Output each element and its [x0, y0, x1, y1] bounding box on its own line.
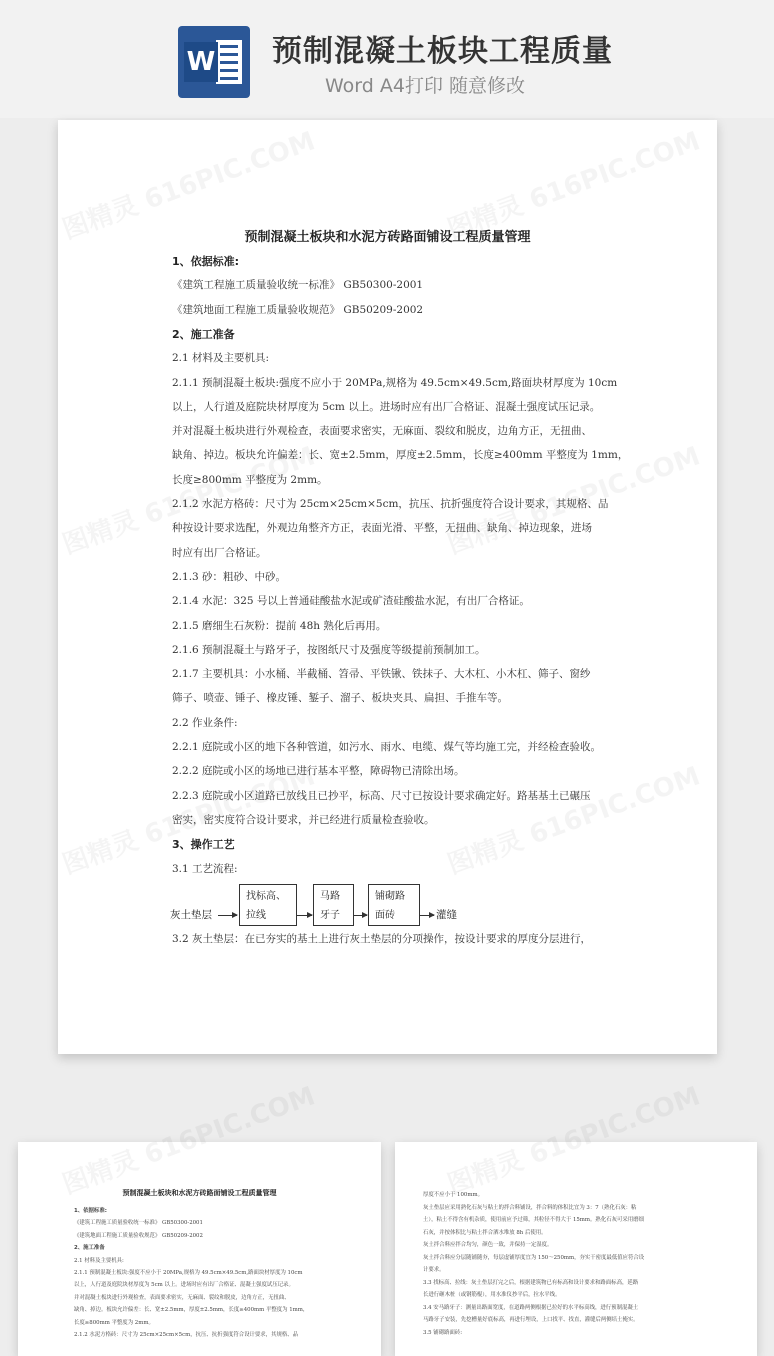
document-last-line: 3.2 灰土垫层：在已夯实的基土上进行灰土垫层的分项操作，按设计要求的厚度分层进行，: [172, 933, 592, 945]
flow-arrow: [297, 915, 312, 916]
document-text-line: 2.2.2 庭院或小区的场地已进行基本平整，障碍物已清除出场。: [172, 765, 465, 778]
document-title: 预制混凝土板块和水泥方砖路面铺设工程质量管理: [244, 230, 531, 245]
thumbnail-text-line: 2.1 材料及主要机具:: [74, 1257, 124, 1264]
document-text-line: 缺角、掉边。板块允许偏差：长、宽±2.5mm，厚度±2.5mm，长度≥400mm 平整度为 1mm，: [172, 449, 629, 462]
header-banner: [0, 0, 774, 118]
banner-title: 预制混凝土板块工程质量: [272, 34, 613, 69]
thumbnail-text-line: 并对混凝土板块进行外观检查，表面要求密实，无麻面、裂纹和脱皮，边角方正，无扭曲、: [74, 1294, 290, 1301]
document-text-line: 2.1.5 磨细生石灰粉：提前 48h 熟化后再用。: [172, 619, 387, 632]
process-flow-diagram: [170, 878, 490, 930]
thumbnail-page-2: [395, 1142, 757, 1356]
flow-arrow: [354, 915, 367, 916]
document-text-line: 2.1 材料及主要机具:: [172, 352, 270, 365]
thumbnail-text-line: 土），粘土不得含有机杂质，使用前应予过筛，其粒径不得大于 15mm。熟化石灰可采用磨细: [423, 1217, 644, 1223]
flow-step-leveling: [239, 884, 297, 926]
thumbnail-text-line: 《建筑地面工程施工质量验收规范》 GB50209-2002: [74, 1232, 203, 1239]
thumbnail-text-line: 2.1.1 预制混凝土板块:强度不应小于 20MPa,规格为 49.5cm×49.5cm,路面块材厚度为 10cm: [74, 1270, 303, 1276]
thumbnail-text-line: 灰土垫层应采用熟化石灰与粘土的拌合料铺设，拌合料的体积比宜为 3：7（熟化石灰：粘: [423, 1204, 637, 1211]
flow-step-curb: [313, 884, 354, 926]
document-text-line: 以上，人行道及庭院块材厚度为 5cm 以上。进场时应有出厂合格证、混凝土强度试压记录。: [172, 400, 601, 413]
section-heading: 2、施工准备: [172, 327, 235, 341]
flow-arrow: [420, 915, 434, 916]
document-text-line: 2.1.2 水泥方格砖：尺寸为 25cm×25cm×5cm，抗压、抗折强度符合设计要求，其规格、品: [172, 498, 609, 510]
document-text-line: 2.1.7 主要机具：小水桶、半截桶、笤帚、平铁锹、铁抹子、大木杠、小木杠、筛子、窗纱: [172, 668, 591, 681]
document-text-line: 3.1 工艺流程:: [172, 862, 238, 875]
document-text-line: 2.2 作业条件:: [172, 716, 238, 729]
document-text-line: 筛子、喷壶、锤子、橡皮锤、錾子、溜子、板块夹具、扁担、手推车等。: [172, 692, 508, 705]
thumbnail-text-line: 《建筑工程施工质量验收统一标准》 GB50300-2001: [74, 1220, 203, 1227]
thumbnail-text-line: 灰土拌合料应拌合均匀，颜色一致，并保持一定湿度。: [423, 1242, 553, 1248]
document-text-line: 长度≥800mm 平整度为 2mm。: [172, 473, 328, 486]
document-text-line: 2.1.6 预制混凝土与路牙子，按图纸尺寸及强度等级提前预制加工。: [172, 643, 486, 656]
flow-step-paving-line1: 铺砌路: [375, 891, 405, 902]
thumbnail-text-line: 计要求。: [423, 1267, 445, 1273]
thumbnail-text-line: 3.3 找标高、拉线：灰土垫层打完之后，根据建筑物已有标高和设计要求和路面标高，延路: [423, 1279, 639, 1286]
thumbnail-text-line: 2.1.2 水泥方格砖：尺寸为 25cm×25cm×5cm，抗压、抗折强度符合设计要求，其规格、品: [74, 1332, 299, 1338]
thumbnail-text-line: 缺角、掉边。板块允许偏差：长、宽±2.5mm，厚度±2.5mm，长度≥400mm 平整度为 1mm，: [74, 1307, 309, 1314]
flow-arrow: [218, 915, 237, 916]
thumbnail-text-line: 3.4 安马路牙子：测量出路面宽度，在道路两侧根据已拉好的水平标高线，进行预制混凝土: [423, 1304, 639, 1311]
document-text-line: 密实，密实度符合设计要求，并已经进行质量检查验收。: [172, 813, 435, 826]
flow-step-curb-line2: 牙子: [320, 910, 340, 921]
banner-subtitle: Word A4打印 随意修改: [325, 75, 526, 97]
document-text-line: 2.1.4 水泥：325 号以上普通硅酸盐水泥或矿渣硅酸盐水泥，有出厂合格证。: [172, 595, 530, 608]
thumbnail-text-line: 长度≥800mm 平整度为 2mm。: [74, 1319, 154, 1326]
flow-start-label: 灰土垫层: [170, 909, 212, 921]
document-text-line: 2.1.3 砂：粗砂、中砂。: [172, 570, 287, 583]
flow-step-paving-line2: 面砖: [375, 910, 395, 921]
thumbnail-heading: 2、施工准备: [74, 1245, 105, 1252]
flow-step-curb-line1: 马路: [320, 891, 340, 902]
document-text-line: 时应有出厂合格证。: [172, 546, 267, 559]
document-page-preview: [58, 120, 717, 1054]
word-document-icon: [178, 26, 250, 98]
thumbnail-text-line: 长进行砸木桩（或钢筋棍），用水准仪抄平后，拉水平线。: [423, 1292, 561, 1298]
flow-step-leveling-line1: 找标高、: [246, 891, 286, 902]
thumbnail-text-line: 以上，人行道及庭院块材厚度为 5cm 以上。进场时应有出厂合格证、混凝土强度试压记录。: [74, 1282, 294, 1289]
word-icon-letter: W: [184, 42, 218, 82]
document-text-line: 《建筑工程施工质量验收统一标准》 GB50300-2001: [172, 279, 424, 292]
thumbnail-page-1: [18, 1142, 381, 1356]
flow-end-label: 灌缝: [436, 909, 457, 921]
section-heading: 1、依据标准:: [172, 255, 240, 268]
document-text-line: 2.2.1 庭院或小区的地下各种管道，如污水、雨水、电缆、煤气等均施工完，并经检查验收。: [172, 741, 602, 753]
document-text-line: 2.1.1 预制混凝土板块:强度不应小于 20MPa,规格为 49.5cm×49.5cm,路面块材厚度为 10cm: [172, 376, 618, 389]
thumbnail-text-line: 3.5 铺砌路面砖:: [423, 1329, 463, 1336]
thumbnail-text-line: 马路牙子安装，先挖槽量好底标高，再进行埋设，上口找平、找直，灌缝后两侧培土掩实。: [423, 1317, 639, 1323]
thumbnail-text-line: 厚度不应小于 100mm。: [423, 1192, 483, 1198]
document-text-line: 2.2.3 庭院或小区道路已放线且已抄平，标高、尺寸已按设计要求确定好。路基基土已碾压: [172, 789, 591, 802]
document-text-line: 并对混凝土板块进行外观检查，表面要求密实，无麻面、裂纹和脱皮，边角方正，无扭曲、: [172, 425, 592, 438]
flow-step-paving: [368, 884, 420, 926]
document-text-line: 种按设计要求选配，外观边角整齐方正，表面光滑、平整，无扭曲、缺角、掉边现象，进场: [172, 522, 592, 535]
document-text-line: 《建筑地面工程施工质量验收规范》 GB50209-2002: [172, 303, 424, 316]
thumbnail-heading: 1、依据标准:: [74, 1208, 107, 1214]
thumbnail-text-line: 石灰，并按体积比与粘土拌合洒水堆放 8h 后使用。: [423, 1229, 547, 1236]
thumbnail-title: 预制混凝土板块和水泥方砖路面铺设工程质量管理: [122, 1189, 277, 1197]
flow-step-leveling-line2: 拉线: [246, 910, 266, 921]
section-heading: 3、操作工艺: [172, 838, 235, 852]
thumbnail-text-line: 灰土拌合料应分层随铺随夯，每层虚铺厚度宜为 150～250mm，夯实干密度最低值应符合设: [423, 1254, 645, 1261]
